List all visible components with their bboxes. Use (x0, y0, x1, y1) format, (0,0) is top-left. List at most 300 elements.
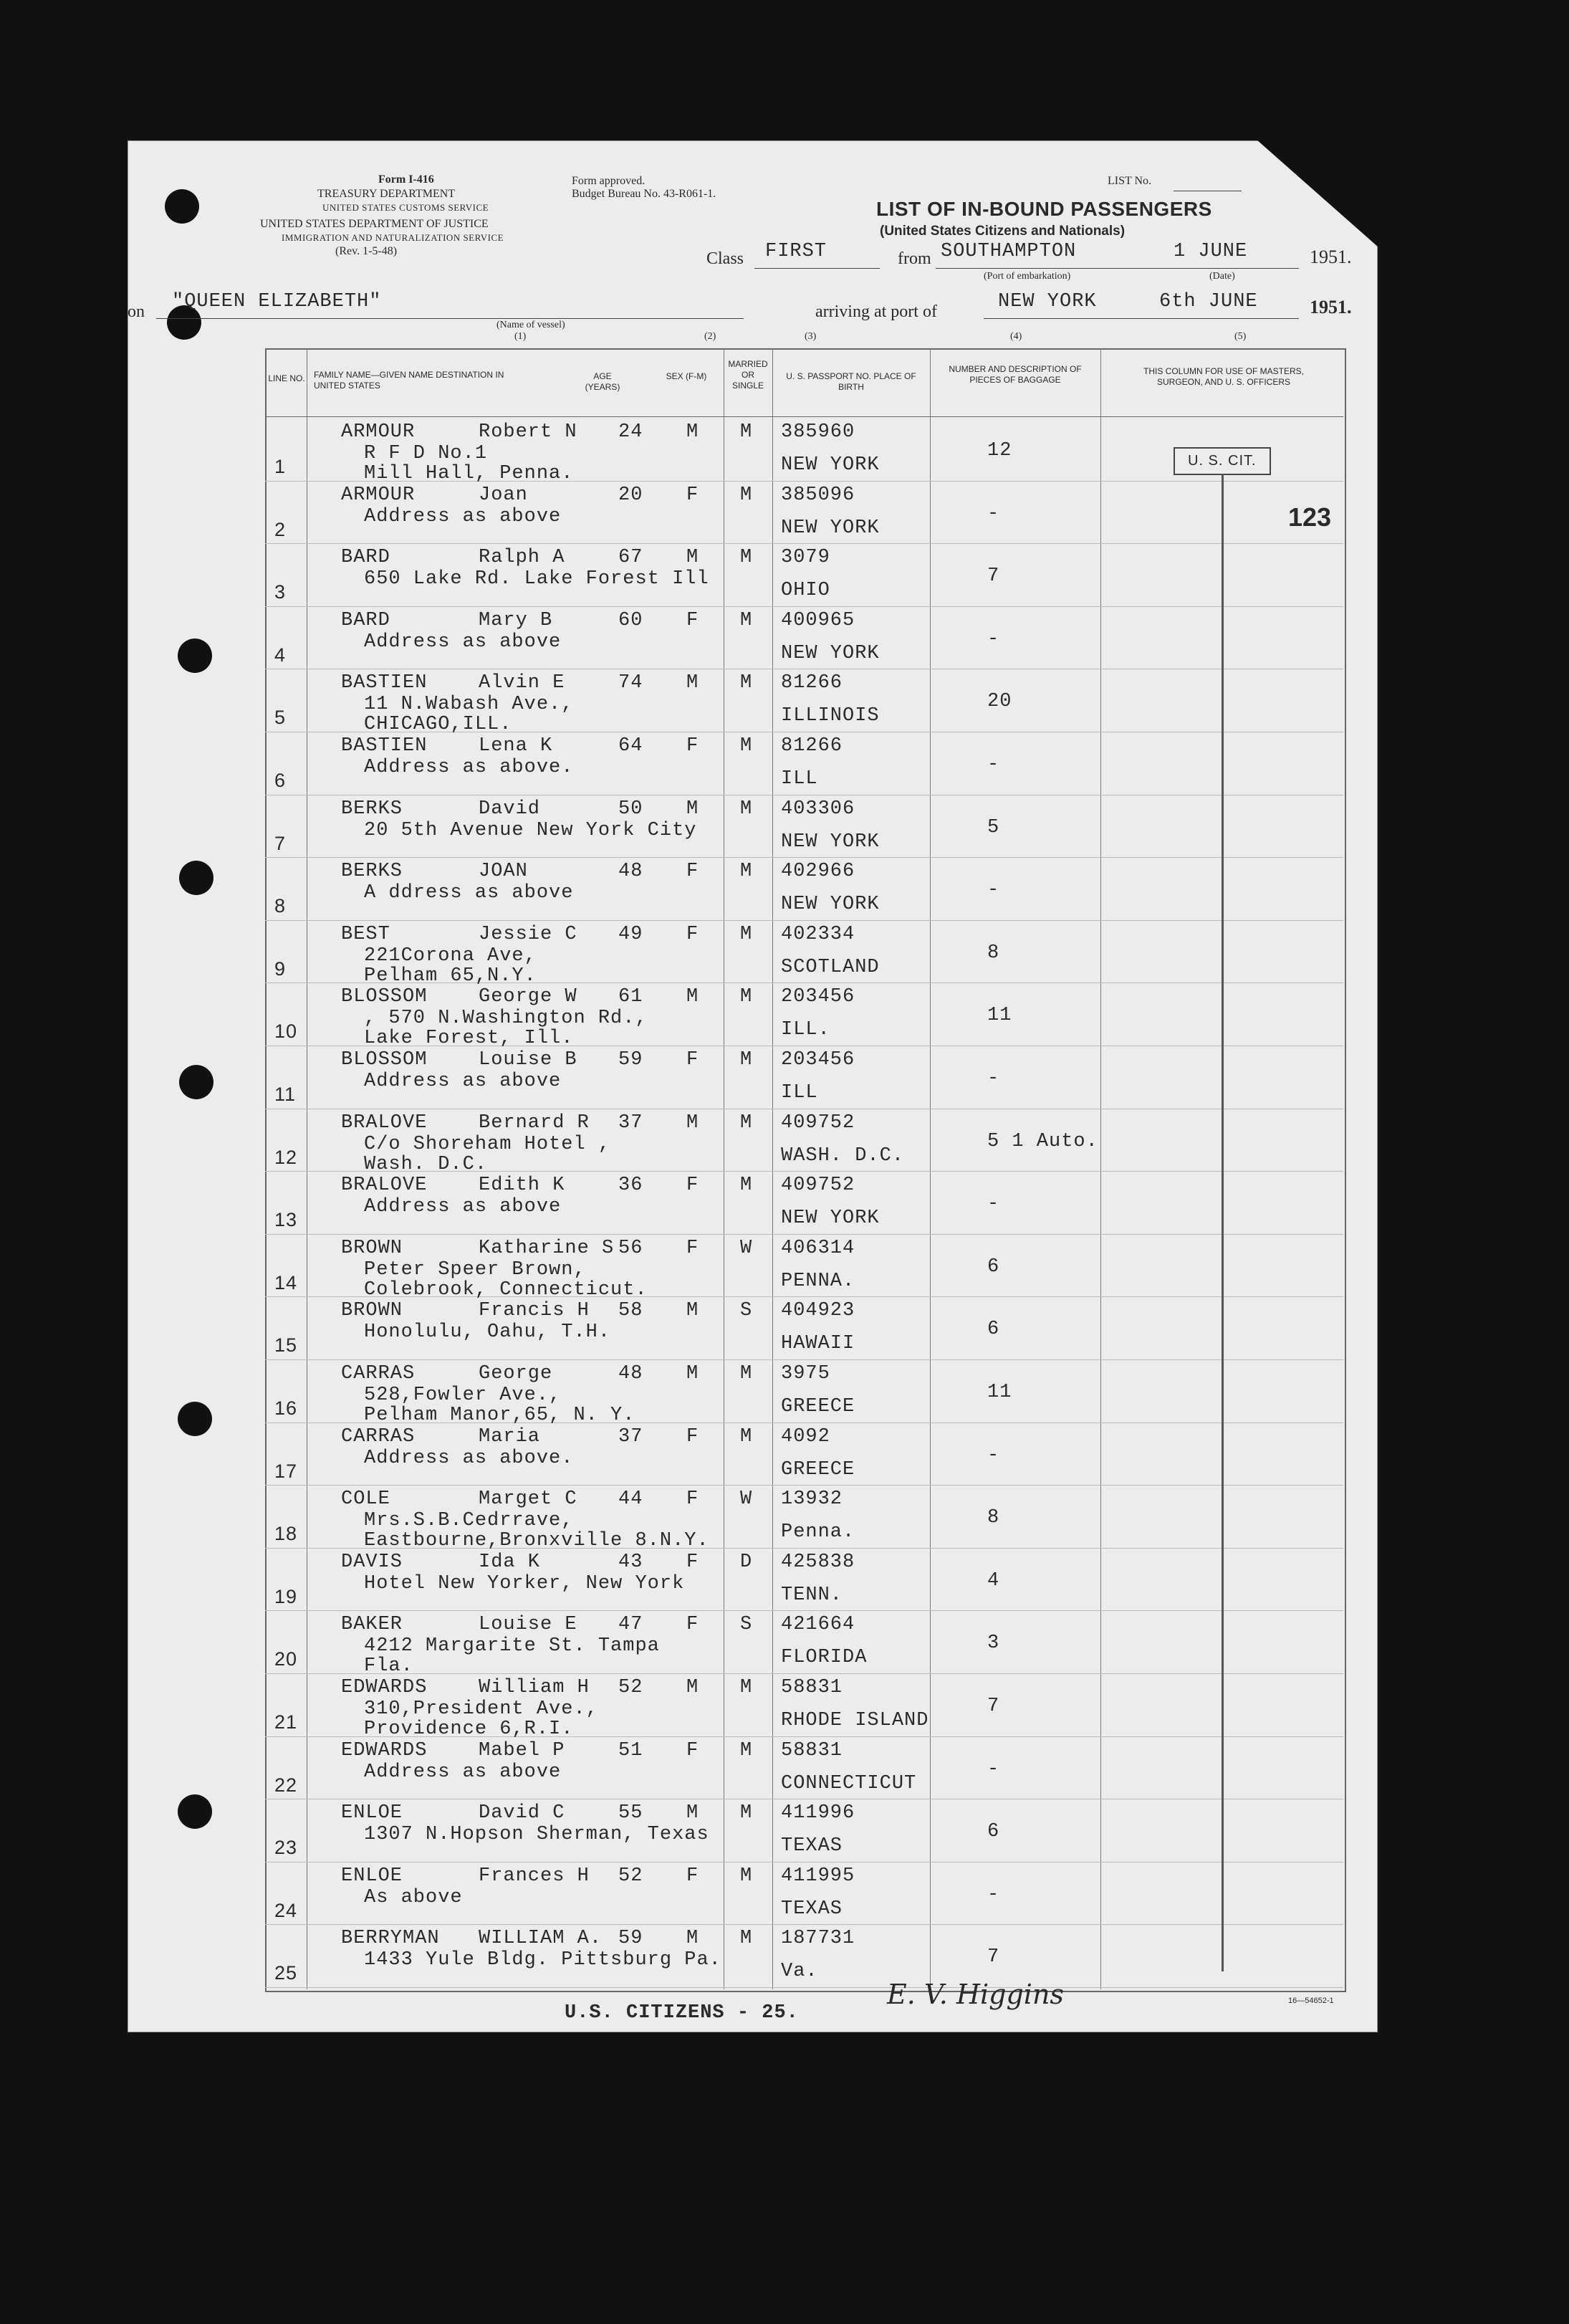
baggage-count: - (987, 1883, 1000, 1905)
passport-number: 385096 (781, 484, 855, 506)
table-row (128, 607, 1378, 669)
col1-number: (1) (514, 331, 527, 342)
age: 67 (618, 547, 643, 569)
given-name: Bernard R (479, 1111, 590, 1134)
passport-number: 409752 (781, 1175, 855, 1197)
vessel-name: "QUEEN ELIZABETH" (172, 291, 382, 312)
header-baggage: NUMBER AND DESCRIPTION OF PIECES OF BAGGAGE (949, 364, 1082, 385)
department-treasury: TREASURY DEPARTMENT (317, 188, 456, 200)
passport-number: 81266 (781, 735, 843, 757)
address-line-1: 221Corona Ave, (364, 945, 537, 967)
footer-total: U.S. CITIZENS - 25. (565, 2002, 799, 2024)
family-name: CARRAS (341, 1425, 416, 1448)
age: 59 (618, 1049, 643, 1071)
torn-corner (1257, 140, 1378, 247)
header-name: FAMILY NAME—GIVEN NAME DESTINATION IN UNITED STATES (314, 370, 504, 391)
baggage-count: 7 (987, 565, 1000, 588)
table-row (128, 669, 1378, 736)
list-number-label: LIST No. (1108, 175, 1152, 187)
marital-status: M (740, 735, 753, 757)
address-line-1: Address as above (364, 1071, 562, 1092)
sex: M (686, 547, 699, 569)
baggage-count: - (987, 879, 1000, 902)
given-name: Edith K (479, 1175, 565, 1197)
header-married: MARRIED OR SINGLE (728, 359, 768, 391)
marital-status: M (740, 672, 753, 694)
age: 48 (618, 861, 643, 883)
line-number: 19 (274, 1585, 298, 1607)
line-number: 12 (274, 1146, 298, 1168)
line-number: 21 (274, 1711, 298, 1733)
given-name: David (479, 798, 541, 820)
given-name: Robert N (479, 421, 577, 443)
table-row (128, 1360, 1378, 1426)
baggage-count: 20 (987, 691, 1012, 713)
address-line-2: Eastbourne,Bronxville 8.N.Y. (364, 1530, 709, 1552)
sex: F (686, 1237, 699, 1259)
age: 52 (618, 1865, 643, 1887)
vessel-label: (Name of vessel) (496, 320, 565, 330)
sex: F (686, 1488, 699, 1511)
given-name: Louise B (479, 1049, 577, 1071)
table-row (128, 1799, 1378, 1862)
address-line-2: Mill Hall, Penna. (364, 463, 574, 484)
header-passport: U. S. PASSPORT NO. PLACE OF BIRTH (786, 371, 916, 392)
departure-year: 1951. (1310, 247, 1352, 267)
passport-number: 406314 (781, 1237, 855, 1259)
address-line-2: CHICAGO,ILL. (364, 714, 512, 736)
passport-number: 409752 (781, 1111, 855, 1134)
department-justice: UNITED STATES DEPARTMENT OF JUSTICE (260, 218, 489, 230)
line-number: 6 (274, 770, 287, 791)
address-line-1: 1307 N.Hopson Sherman, Texas (364, 1824, 709, 1846)
line-number: 25 (274, 1962, 298, 1984)
line-number: 8 (274, 895, 287, 917)
marital-status: M (740, 986, 753, 1008)
table-row (128, 482, 1378, 544)
age: 43 (618, 1551, 643, 1573)
form-id: Form I-416 (378, 173, 434, 186)
table-row (128, 1611, 1378, 1678)
address-line-1: 11 N.Wabash Ave., (364, 694, 574, 716)
manifest-page (128, 140, 1378, 2032)
line-number: 3 (274, 581, 287, 603)
family-name: EDWARDS (341, 1677, 428, 1698)
age: 60 (618, 609, 643, 631)
embarkation-label: (Port of embarkation) (984, 271, 1071, 282)
given-name: WILLIAM A. (479, 1928, 603, 1950)
line-number: 14 (274, 1271, 298, 1293)
table-row (128, 732, 1378, 795)
family-name: BLOSSOM (341, 986, 428, 1008)
sex: M (686, 1363, 699, 1385)
baggage-count: - (987, 502, 1000, 525)
sex: M (686, 986, 699, 1008)
address-line-1: Hotel New Yorker, New York (364, 1572, 685, 1594)
marital-status: M (740, 609, 753, 631)
address-line-2: Pelham Manor,65, N. Y. (364, 1405, 635, 1426)
table-row (128, 1674, 1378, 1740)
age: 37 (618, 1425, 643, 1448)
family-name: BAKER (341, 1614, 403, 1636)
family-name: CARRAS (341, 1363, 416, 1385)
age: 59 (618, 1928, 643, 1950)
given-name: Marget C (479, 1488, 577, 1511)
table-row (128, 1046, 1378, 1109)
baggage-count: - (987, 1193, 1000, 1215)
passport-number: 402334 (781, 923, 855, 945)
family-name: DAVIS (341, 1551, 403, 1573)
place-of-birth: OHIO (781, 580, 830, 602)
address-line-2: Pelham 65,N.Y. (364, 965, 537, 987)
line-number: 15 (274, 1334, 298, 1357)
sex: F (686, 1739, 699, 1761)
place-of-birth: TEXAS (781, 1898, 843, 1920)
place-of-birth: RHODE ISLAND (781, 1710, 929, 1731)
address-line-1: 650 Lake Rd. Lake Forest Ill (364, 568, 709, 590)
place-of-birth: SCOTLAND (781, 956, 880, 978)
table-row (128, 544, 1378, 606)
class-value: FIRST (765, 241, 827, 262)
line-number: 18 (274, 1523, 298, 1545)
place-of-birth: ILL (781, 1082, 818, 1104)
marital-status: D (740, 1551, 753, 1573)
address-line-1: , 570 N.Washington Rd., (364, 1008, 648, 1030)
address-line-1: Mrs.S.B.Cedrrave, (364, 1510, 574, 1532)
given-name: Joan (479, 484, 528, 506)
passport-number: 421664 (781, 1614, 855, 1636)
marital-status: M (740, 1111, 753, 1134)
address-line-1: 1433 Yule Bldg. Pittsburg Pa. (364, 1949, 721, 1971)
col5-number: (5) (1234, 331, 1247, 342)
family-name: BROWN (341, 1300, 403, 1322)
given-name: Mabel P (479, 1739, 565, 1761)
place-of-birth: FLORIDA (781, 1647, 868, 1669)
marital-status: M (740, 1802, 753, 1825)
age: 37 (618, 1111, 643, 1134)
given-name: Ralph A (479, 547, 565, 569)
header-line-no: LINE NO. (268, 373, 305, 383)
age: 20 (618, 484, 643, 506)
sex: F (686, 923, 699, 945)
baggage-count: - (987, 628, 1000, 650)
baggage-count: 5 1 Auto. (987, 1130, 1098, 1152)
given-name: Jessie C (479, 923, 577, 945)
address-line-2: Providence 6,R.I. (364, 1718, 574, 1740)
family-name: BROWN (341, 1237, 403, 1259)
baggage-count: 11 (987, 1005, 1012, 1027)
line-number: 17 (274, 1460, 298, 1482)
marital-status: M (740, 798, 753, 820)
sex: M (686, 1677, 699, 1698)
marital-status: M (740, 1425, 753, 1448)
place-of-birth: NEW YORK (781, 642, 880, 664)
sex: M (686, 1802, 699, 1825)
passport-number: 13932 (781, 1488, 843, 1511)
baggage-count: 12 (987, 440, 1012, 462)
address-line-1: 20 5th Avenue New York City (364, 819, 697, 841)
family-name: ARMOUR (341, 484, 416, 506)
arrival-date: 6th JUNE (1159, 291, 1258, 312)
family-name: BASTIEN (341, 672, 428, 694)
line-number: 10 (274, 1020, 298, 1043)
sex: F (686, 1551, 699, 1573)
revision: (Rev. 1-5-48) (335, 245, 398, 257)
passport-number: 58831 (781, 1677, 843, 1698)
age: 74 (618, 672, 643, 694)
place-of-birth: CONNECTICUT (781, 1772, 917, 1794)
place-of-birth: TENN. (781, 1584, 843, 1606)
marital-status: M (740, 1865, 753, 1887)
place-of-birth: ILL. (781, 1019, 830, 1041)
col2-number: (2) (704, 331, 716, 342)
table-row (128, 1172, 1378, 1234)
place-of-birth: ILL (781, 768, 818, 790)
baggage-count: 7 (987, 1696, 1000, 1717)
given-name: Mary B (479, 609, 553, 631)
family-name: BERKS (341, 861, 403, 883)
address-line-2: Colebrook, Connecticut. (364, 1278, 648, 1301)
age: 51 (618, 1739, 643, 1761)
line-number: 24 (274, 1899, 298, 1921)
manifest-subtitle: (United States Citizens and Nationals) (880, 224, 1126, 239)
officer-signature: E. V. Higgins (887, 1979, 1064, 2010)
age: 49 (618, 923, 643, 945)
marital-status: M (740, 1049, 753, 1071)
given-name: Lena K (479, 735, 553, 757)
table-row (128, 1423, 1378, 1486)
passport-number: 403306 (781, 798, 855, 820)
marital-status: M (740, 861, 753, 883)
arrival-year: 1951. (1310, 297, 1352, 317)
arriving-label: arriving at port of (815, 302, 937, 321)
marital-status: W (740, 1237, 753, 1259)
table-row (128, 1235, 1378, 1301)
place-of-birth: Penna. (781, 1521, 855, 1544)
family-name: ENLOE (341, 1802, 403, 1825)
line-number: 20 (274, 1648, 298, 1670)
line-number: 23 (274, 1837, 298, 1859)
place-of-birth: ILLINOIS (781, 705, 880, 727)
line-number: 5 (274, 707, 287, 729)
family-name: BARD (341, 547, 390, 569)
place-of-birth: NEW YORK (781, 831, 880, 853)
place-of-birth: Va. (781, 1961, 818, 1983)
passport-number: 411996 (781, 1802, 855, 1825)
marital-status: M (740, 484, 753, 506)
from-label: from (898, 249, 931, 268)
print-code: 16—54652-1 (1288, 1997, 1334, 2005)
sex: F (686, 1614, 699, 1636)
table-row (128, 1549, 1378, 1611)
line-number: 4 (274, 644, 287, 666)
sex: M (686, 672, 699, 694)
marital-status: M (740, 1677, 753, 1698)
address-line-1: C/o Shoreham Hotel , (364, 1133, 611, 1155)
header-sex: SEX (F-M) (666, 371, 707, 381)
age: 55 (618, 1802, 643, 1825)
embarkation-port: SOUTHAMPTON (941, 241, 1077, 262)
family-name: BARD (341, 609, 390, 631)
address-line-1: R F D No.1 (364, 443, 488, 464)
table-row (128, 1297, 1378, 1359)
departure-date: 1 JUNE (1174, 241, 1248, 262)
handwritten-count: 123 (1288, 502, 1332, 532)
line-number: 7 (274, 832, 287, 854)
manifest-title: LIST OF IN-BOUND PASSENGERS (876, 198, 1212, 220)
given-name: JOAN (479, 861, 528, 883)
age: 44 (618, 1488, 643, 1511)
given-name: Ida K (479, 1551, 541, 1573)
passport-number: 81266 (781, 672, 843, 694)
place-of-birth: GREECE (781, 1396, 855, 1417)
address-line-1: Address as above (364, 1761, 562, 1783)
passport-number: 404923 (781, 1300, 855, 1322)
marital-status: S (740, 1614, 753, 1636)
address-line-1: 528,Fowler Ave., (364, 1385, 562, 1406)
place-of-birth: HAWAII (781, 1333, 855, 1355)
family-name: BASTIEN (341, 735, 428, 757)
baggage-count: - (987, 1758, 1000, 1780)
given-name: Louise E (479, 1614, 577, 1636)
line-number: 13 (274, 1209, 298, 1231)
family-name: BEST (341, 923, 390, 945)
place-of-birth: NEW YORK (781, 894, 880, 916)
family-name: BERRYMAN (341, 1928, 440, 1950)
family-name: EDWARDS (341, 1739, 428, 1761)
address-line-1: Address as above. (364, 757, 574, 778)
marital-status: S (740, 1300, 753, 1322)
address-line-1: Honolulu, Oahu, T.H. (364, 1321, 611, 1344)
table-row (128, 1737, 1378, 1799)
given-name: William H (479, 1677, 590, 1698)
table-row (128, 858, 1378, 920)
given-name: Alvin E (479, 672, 565, 694)
baggage-count: 11 (987, 1382, 1012, 1403)
us-citizen-stamp: U. S. CIT. (1174, 447, 1271, 475)
family-name: ENLOE (341, 1865, 403, 1887)
age: 56 (618, 1237, 643, 1259)
table-row (128, 921, 1378, 987)
address-line-2: Lake Forest, Ill. (364, 1028, 574, 1050)
passport-number: 425838 (781, 1551, 855, 1573)
given-name: David C (479, 1802, 565, 1825)
baggage-count: 6 (987, 1256, 1000, 1278)
class-label: Class (706, 249, 744, 268)
age: 50 (618, 798, 643, 820)
baggage-count: - (987, 1068, 1000, 1089)
line-number: 11 (274, 1084, 297, 1105)
passport-number: 3975 (781, 1363, 830, 1385)
table-row (128, 795, 1378, 858)
place-of-birth: NEW YORK (781, 454, 880, 476)
line-number: 22 (274, 1774, 298, 1796)
on-label: on (128, 302, 145, 321)
marital-status: M (740, 421, 753, 443)
family-name: BERKS (341, 798, 403, 820)
marital-status: W (740, 1488, 753, 1511)
marital-status: M (740, 547, 753, 569)
passport-number: 203456 (781, 1049, 855, 1071)
baggage-count: - (987, 754, 1000, 775)
baggage-count: 8 (987, 1507, 1000, 1529)
passport-number: 58831 (781, 1739, 843, 1761)
header-age: AGE (YEARS) (585, 371, 620, 392)
baggage-count: 7 (987, 1946, 1000, 1969)
table-row (128, 1486, 1378, 1552)
place-of-birth: GREECE (781, 1458, 855, 1481)
sex: M (686, 798, 699, 820)
place-of-birth: WASH. D.C. (781, 1144, 905, 1167)
sex: F (686, 735, 699, 757)
given-name: Katharine S (479, 1237, 615, 1259)
family-name: BRALOVE (341, 1111, 428, 1134)
baggage-count: - (987, 1444, 1000, 1466)
header-officers: THIS COLUMN FOR USE OF MASTERS, SURGEON, AND U. S. OFFICERS (1143, 366, 1304, 387)
address-line-1: Address as above. (364, 1447, 574, 1469)
sex: F (686, 484, 699, 506)
place-of-birth: TEXAS (781, 1835, 843, 1857)
sex: F (686, 861, 699, 883)
place-of-birth: PENNA. (781, 1270, 855, 1292)
address-line-1: 310,President Ave., (364, 1698, 598, 1720)
family-name: COLE (341, 1488, 390, 1511)
baggage-count: 4 (987, 1569, 1000, 1592)
sex: F (686, 1049, 699, 1071)
line-number: 2 (274, 518, 287, 540)
baggage-count: 6 (987, 1319, 1000, 1341)
sex: M (686, 1928, 699, 1950)
age: 24 (618, 421, 643, 443)
age: 36 (618, 1175, 643, 1197)
table-row (128, 1925, 1378, 1987)
address-line-2: Fla. (364, 1655, 413, 1678)
passport-number: 3079 (781, 547, 830, 569)
family-name: BLOSSOM (341, 1049, 428, 1071)
given-name: Frances H (479, 1865, 590, 1887)
col3-number: (3) (805, 331, 817, 342)
baggage-count: 6 (987, 1821, 1000, 1843)
marital-status: M (740, 1739, 753, 1761)
marital-status: M (740, 1363, 753, 1385)
age: 48 (618, 1363, 643, 1385)
address-line-1: Address as above (364, 1196, 562, 1218)
age: 64 (618, 735, 643, 757)
passport-number: 385960 (781, 421, 855, 443)
sex: F (686, 1865, 699, 1887)
budget-bureau: Budget Bureau No. 43-R061-1. (572, 188, 716, 200)
form-approved: Form approved. (572, 175, 646, 187)
age: 58 (618, 1300, 643, 1322)
given-name: George (479, 1363, 553, 1385)
date-label: (Date) (1209, 271, 1235, 282)
sex: F (686, 1175, 699, 1197)
passport-number: 187731 (781, 1928, 855, 1950)
baggage-count: 3 (987, 1632, 1000, 1655)
immigration-service: IMMIGRATION AND NATURALIZATION SERVICE (282, 232, 504, 243)
address-line-1: Peter Speer Brown, (364, 1258, 586, 1281)
given-name: Maria (479, 1425, 541, 1448)
line-number: 16 (274, 1397, 298, 1419)
table-row (128, 1109, 1378, 1175)
marital-status: M (740, 1928, 753, 1950)
passport-number: 411995 (781, 1865, 855, 1887)
passport-number: 400965 (781, 609, 855, 631)
line-number: 1 (274, 456, 287, 477)
given-name: George W (479, 986, 577, 1008)
sex: M (686, 1300, 699, 1322)
age: 47 (618, 1614, 643, 1636)
